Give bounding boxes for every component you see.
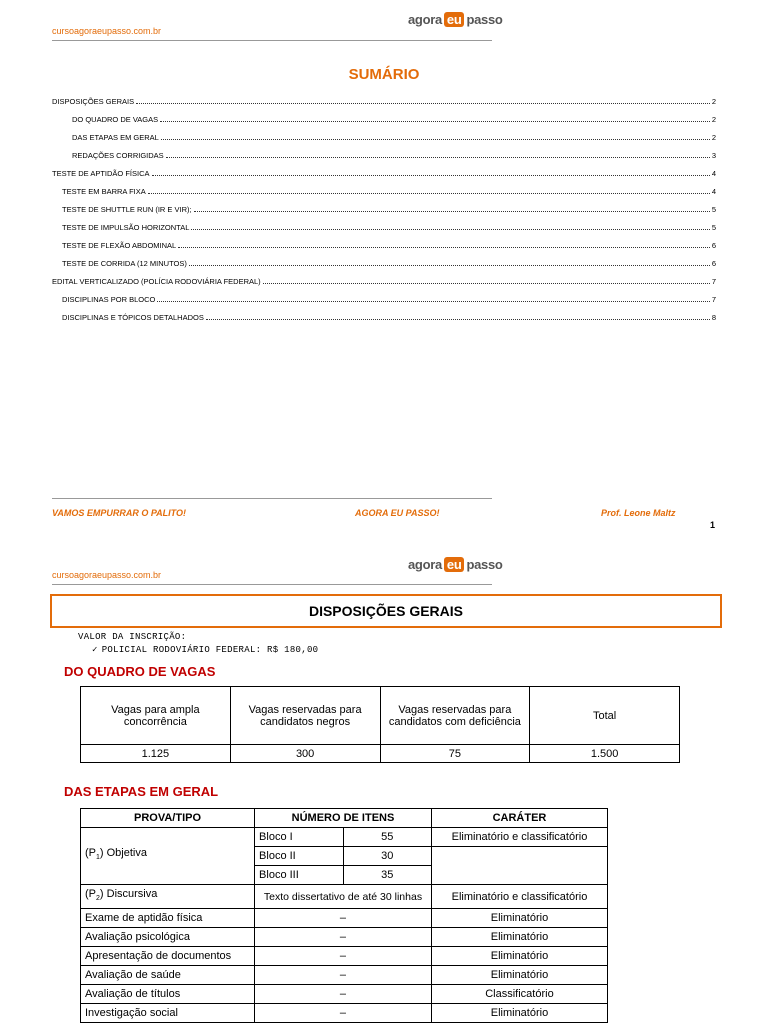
page-number: 1 (710, 520, 716, 530)
toc-entry[interactable] (52, 114, 716, 125)
header-divider (52, 40, 492, 41)
toc-entry-label: TESTE DE CORRIDA (12 MINUTOS) (62, 259, 187, 268)
logo-right: passo (466, 12, 503, 27)
toc-leader-dots (148, 186, 710, 194)
toc-entry-page: 2 (711, 133, 716, 142)
toc-leader-dots (194, 204, 710, 212)
toc-entry-label: REDAÇÕES CORRIGIDAS (72, 151, 164, 160)
toc-entry-label: DISPOSIÇÕES GERAIS (52, 97, 135, 106)
toc-entry-page: 5 (711, 223, 716, 232)
carater-cell: Eliminatório (431, 928, 607, 947)
toc-entry-label: TESTE DE IMPULSÃO HORIZONTAL (62, 223, 190, 232)
prova-cell: Avaliação de títulos (81, 985, 255, 1004)
toc-entry-label: DAS ETAPAS EM GERAL (72, 133, 159, 142)
vagas-header-cell: Vagas reservadas para candidatos com deficiência (380, 687, 530, 745)
footer-left: VAMOS EMPURRAR O PALITO! (52, 508, 187, 518)
toc-entry[interactable] (52, 222, 716, 233)
toc-leader-dots (157, 294, 709, 302)
toc-entry[interactable] (52, 294, 716, 305)
toc-leader-dots (178, 240, 710, 248)
brand-logo-2 (408, 557, 503, 572)
vagas-header-cell: Vagas para ampla concorrência (81, 687, 231, 745)
toc-leader-dots (166, 150, 710, 158)
toc-leader-dots (160, 114, 710, 122)
logo-middle: eu (444, 12, 465, 27)
itens-cell: – (255, 947, 432, 966)
itens-cell: – (255, 928, 432, 947)
itens-cell: – (255, 966, 432, 985)
toc-entry-label: TESTE DE APTIDÃO FÍSICA (52, 169, 150, 178)
discursiva-items-cell: Texto dissertativo de até 30 linhas (255, 885, 432, 909)
carater-cell: Eliminatório (431, 947, 607, 966)
prova-cell: Investigação social (81, 1004, 255, 1023)
header-divider-2 (52, 584, 492, 585)
logo-left: agora (408, 557, 442, 572)
section-title: DISPOSIÇÕES GERAIS (308, 603, 464, 619)
prova-cell: Avaliação de saúde (81, 966, 255, 985)
table-of-contents (52, 96, 716, 330)
toc-entry-page: 2 (711, 97, 716, 106)
section-title-box (50, 594, 722, 628)
logo-right: passo (466, 557, 503, 572)
vagas-value-cell: 75 (380, 745, 530, 763)
toc-entry[interactable] (52, 132, 716, 143)
toc-leader-dots (152, 168, 710, 176)
etapas-header-cell: NÚMERO DE ITENS (255, 809, 432, 828)
toc-entry[interactable] (52, 240, 716, 251)
vagas-heading: DO QUADRO DE VAGAS (64, 664, 216, 679)
vagas-value-cell: 1.125 (81, 745, 231, 763)
toc-entry-label: DO QUADRO DE VAGAS (72, 115, 159, 124)
itens-cell: – (255, 909, 432, 928)
toc-leader-dots (189, 258, 710, 266)
toc-entry[interactable] (52, 276, 716, 287)
toc-entry-label: EDITAL VERTICALIZADO (POLÍCIA RODOVIÁRIA FEDERAL) (52, 277, 261, 286)
logo-left: agora (408, 12, 442, 27)
footer-divider (52, 498, 492, 499)
toc-leader-dots (136, 96, 710, 104)
block-items-cell: 35 (343, 866, 431, 885)
toc-entry[interactable] (52, 96, 716, 107)
toc-entry-page: 4 (711, 169, 716, 178)
toc-entry[interactable] (52, 186, 716, 197)
block-items-cell: 30 (343, 847, 431, 866)
toc-entry-page: 4 (711, 187, 716, 196)
toc-entry-label: TESTE DE SHUTTLE RUN (IR E VIR); (62, 205, 192, 214)
block-name-cell: Bloco III (255, 866, 344, 885)
block-name-cell: Bloco II (255, 847, 344, 866)
brand-logo (408, 12, 503, 27)
carater-cell: Eliminatório (431, 909, 607, 928)
toc-leader-dots (161, 132, 710, 140)
discursiva-cell: $(P_2)$ Discursiva (81, 885, 255, 909)
toc-entry-label: DISCIPLINAS POR BLOCO (62, 295, 156, 304)
carater-cell: Eliminatório (431, 966, 607, 985)
etapas-header-cell: CARÁTER (431, 809, 607, 828)
toc-entry-page: 6 (711, 241, 716, 250)
carater-cell: Classificatório (431, 985, 607, 1004)
footer-center: AGORA EU PASSO! (355, 508, 440, 518)
itens-cell: – (255, 985, 432, 1004)
toc-entry-page: 6 (711, 259, 716, 268)
vagas-table (80, 686, 680, 763)
toc-entry-page: 7 (711, 295, 716, 304)
carater-empty-cell (431, 847, 607, 885)
toc-entry-page: 8 (711, 313, 716, 322)
fee-label: VALOR DA INSCRIÇÃO: (78, 632, 187, 642)
toc-leader-dots (191, 222, 709, 230)
toc-leader-dots (206, 312, 710, 320)
summary-title: SUMÁRIO (348, 66, 420, 83)
itens-cell: – (255, 1004, 432, 1023)
carater-cell: Eliminatório (431, 1004, 607, 1023)
toc-entry-page: 2 (711, 115, 716, 124)
toc-entry[interactable] (52, 312, 716, 323)
toc-entry-label: TESTE DE FLEXÃO ABDOMINAL (62, 241, 177, 250)
toc-entry[interactable] (52, 258, 716, 269)
toc-entry[interactable] (52, 168, 716, 179)
checkmark-icon: ✓ (92, 645, 98, 655)
vagas-value-cell: 1.500 (530, 745, 680, 763)
prova-cell: Apresentação de documentos (81, 947, 255, 966)
etapas-table (80, 808, 608, 1023)
footer-right: Prof. Leone Maltz (601, 508, 676, 518)
toc-entry-label: TESTE EM BARRA FIXA (62, 187, 146, 196)
site-url[interactable]: cursoagoraeupasso.com.br (52, 26, 162, 36)
block-items-cell: 55 (343, 828, 431, 847)
toc-leader-dots (263, 276, 710, 284)
toc-entry-page: 3 (711, 151, 716, 160)
vagas-header-cell: Vagas reservadas para candidatos negros (230, 687, 380, 745)
toc-entry[interactable] (52, 204, 716, 215)
etapas-header-cell: PROVA/TIPO (81, 809, 255, 828)
logo-middle: eu (444, 557, 465, 572)
block-name-cell: Bloco I (255, 828, 344, 847)
toc-entry-page: 7 (711, 277, 716, 286)
toc-entry-page: 5 (711, 205, 716, 214)
prova-cell: Avaliação psicológica (81, 928, 255, 947)
carater-cell: Eliminatório e classificatório (431, 885, 607, 909)
toc-entry-label: DISCIPLINAS E TÓPICOS DETALHADOS (62, 313, 204, 322)
site-url-2[interactable]: cursoagoraeupasso.com.br (52, 570, 162, 580)
toc-entry[interactable] (52, 150, 716, 161)
vagas-header-cell: Total (530, 687, 680, 745)
objetiva-cell: $(P_1)$ Objetiva (81, 828, 255, 885)
fee-item-text: POLICIAL RODOVIÁRIO FEDERAL: R$ 180,00 (101, 645, 319, 655)
carater-cell: Eliminatório e classificatório (431, 828, 607, 847)
prova-cell: Exame de aptidão física (81, 909, 255, 928)
vagas-value-cell: 300 (230, 745, 380, 763)
fee-item (92, 645, 318, 655)
etapas-heading: DAS ETAPAS EM GERAL (64, 784, 219, 799)
